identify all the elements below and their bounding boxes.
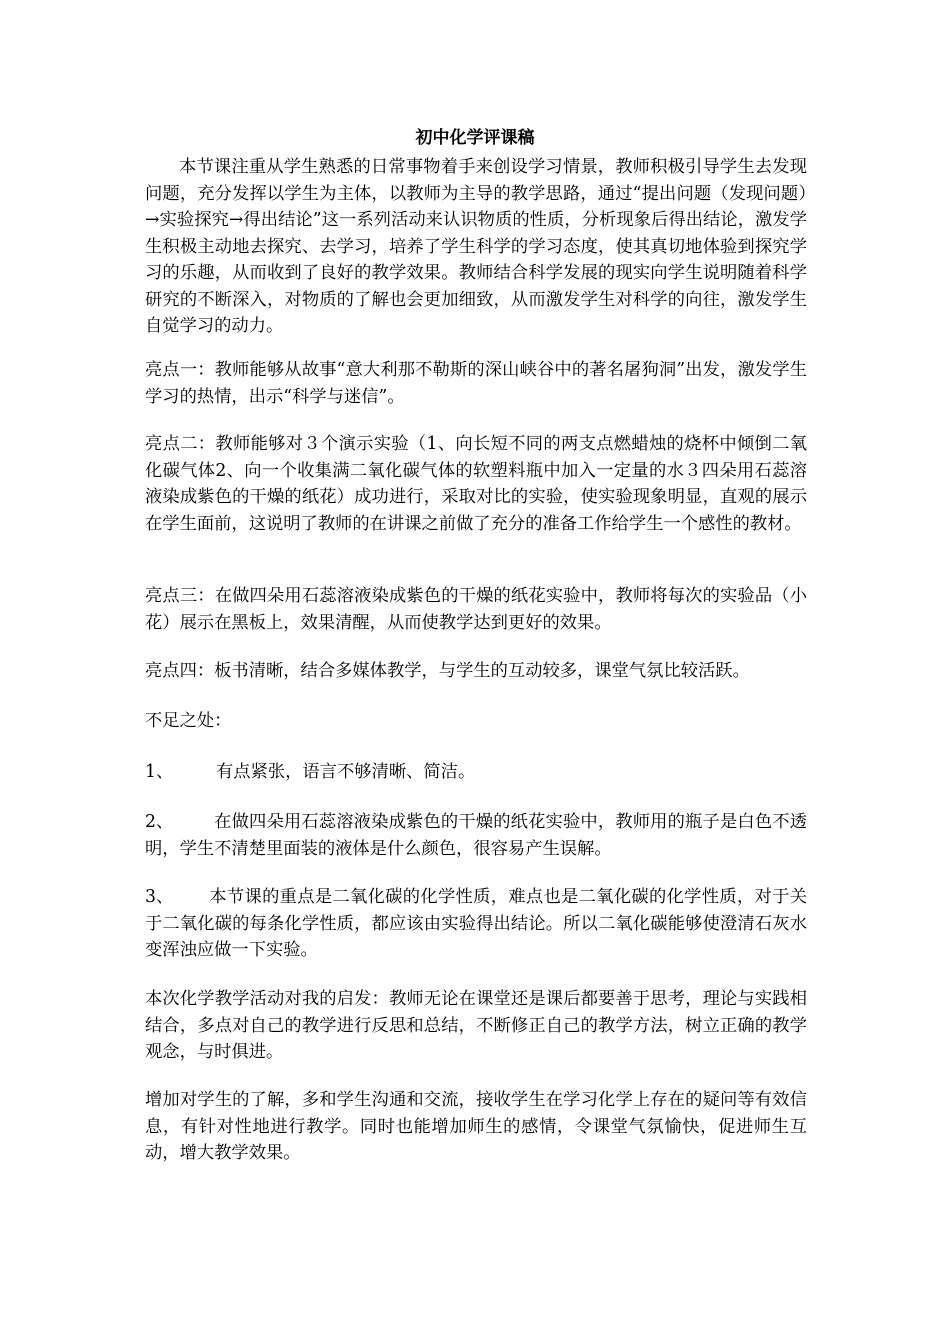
highlight-four-paragraph: 亮点四：板书清晰，结合多媒体教学，与学生的互动较多，课堂气氛比较活跃。: [145, 661, 750, 681]
shortcoming-item: [145, 809, 807, 862]
document-title: 初中化学评课稿: [415, 128, 535, 148]
shortcoming-item: [145, 884, 807, 964]
shortcoming-number: 1、: [145, 762, 174, 782]
shortcoming-number: 3、: [145, 887, 174, 907]
shortcomings-heading: 不足之处：: [145, 711, 232, 731]
highlight-one-paragraph: 亮点一：教师能够从故事“意大利那不勒斯的深山峡谷中的著名屠狗洞”出发，激发学生学习的热情，出示“科学与迷信”。: [145, 360, 807, 407]
inspiration-paragraph: 本次化学教学活动对我的启发：教师无论在课堂还是课后都要善于思考，理论与实践相结合，多点对自己的教学进行反思和总结，不断修正自己的教学方法，树立正确的教学观念，与时俱进。: [145, 989, 807, 1062]
shortcoming-item: [145, 759, 807, 786]
highlight-two-paragraph: 亮点二：教师能够对３个演示实验（1、向长短不同的两支点燃蜡烛的烧杯中倾倒二氧化碳气体2、向一个收集满二氧化碳气体的软塑料瓶中加入一定量的水３四朵用石蕊溶液染成紫色的干燥的纸花）成功进行，采取对比的实验，使实验现象明显，直观的展示在学生面前，这说明了教师的在讲课之前做了充分的准备工作给学生一个感性的教材。: [145, 434, 807, 534]
highlight-three-paragraph: 亮点三：在做四朵用石蕊溶液染成紫色的干燥的纸花实验中，教师将每次的实验品（小花）展示在黑板上，效果清醒，从而使教学达到更好的效果。: [145, 586, 807, 633]
intro-paragraph: 本节课注重从学生熟悉的日常事物着手来创设学习情景，教师积极引导学生去发现问题，充分发挥以学生为主体，以教师为主导的教学思路，通过“提出问题（发现问题）→实验探究→得出结论”这一系列活动来认识物质的性质，分析现象后得出结论，激发学生积极主动地去探究、去学习，培养了学生科学的学习态度，使其真切地体验到探究学习的乐趣，从而收到了良好的教学效果。教师结合科学发展的现实向学生说明随着科学研究的不断深入，对物质的了解也会更加细致，从而激发学生对科学的向往，激发学生自觉学习的动力。: [145, 157, 807, 336]
shortcoming-number: 2、: [145, 812, 174, 832]
shortcoming-text: 有点紧张，语言不够清晰、简洁。: [216, 762, 476, 782]
closing-paragraph: 增加对学生的了解，多和学生沟通和交流，接收学生在学习化学上存在的疑问等有效信息，有针对性地进行教学。同时也能增加师生的感情，令课堂气氛愉快，促进师生互动，增大教学效果。: [145, 1090, 807, 1163]
shortcoming-text: 本节课的重点是二氧化碳的化学性质，难点也是二氧化碳的化学性质，对于关于二氧化碳的每条化学性质，都应该由实验得出结论。所以二氧化碳能够使澄清石灰水变浑浊应做一下实验。: [145, 887, 807, 960]
shortcoming-text: 在做四朵用石蕊溶液染成紫色的干燥的纸花实验中，教师用的瓶子是白色不透明，学生不清楚里面装的液体是什么颜色，很容易产生误解。: [145, 812, 807, 859]
